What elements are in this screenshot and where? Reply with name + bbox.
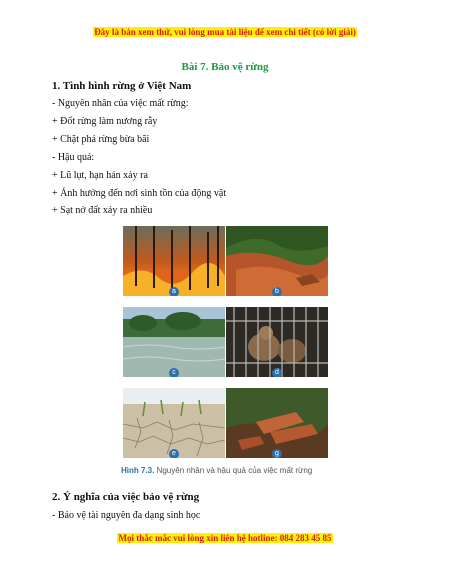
photo-forest-fire (123, 226, 225, 296)
section-2-heading: 2. Ý nghĩa của việc bảo vệ rừng (52, 491, 200, 503)
photo-label: c (169, 368, 179, 377)
figure-caption-label: Hình 7.3. (121, 466, 155, 475)
figure-caption (121, 466, 312, 475)
photo-label: e (169, 449, 179, 458)
figure-caption-text: Nguyên nhân và hậu quả của việc mất rừng (156, 466, 313, 475)
preview-notice-banner (0, 27, 450, 37)
photo-label: b (272, 287, 282, 296)
section-1-line: + Ảnh hưởng đến nơi sinh tồn của động vật (52, 188, 227, 199)
hotline-banner (0, 533, 450, 543)
photo-label: d (272, 368, 282, 377)
section-1-line: - Nguyên nhân của việc mất rừng: (52, 98, 189, 109)
photo-landslide (226, 226, 328, 296)
photo-drought (123, 388, 225, 458)
section-1-line: + Sạt nở đất xảy ra nhiều (52, 205, 153, 216)
photo-caged-animals (226, 307, 328, 377)
lesson-title: Bài 7. Bảo vệ rừng (181, 61, 269, 73)
section-2-line: - Bảo vệ tài nguyên đa dạng sinh học (52, 510, 201, 521)
section-1-line: - Hậu quả: (52, 152, 95, 163)
section-1-line: + Đốt rừng làm nương rẫy (52, 116, 158, 127)
section-1-line: + Lũ lụt, hạn hán xảy ra (52, 170, 148, 181)
preview-notice-text: Đây là bản xem thử, vui lòng mua tài liệu để xem chi tiết (có lời giải) (94, 27, 356, 37)
photo-logged-wood (226, 388, 328, 458)
photo-label: g (272, 449, 282, 458)
section-1-heading: 1. Tình hình rừng ở Việt Nam (52, 80, 192, 92)
photo-label: a (169, 287, 179, 296)
photo-flood (123, 307, 225, 377)
section-1-line: + Chặt phá rừng bừa bãi (52, 134, 150, 145)
hotline-text: Mọi thắc mắc vui lòng xin liên hệ hotline: 084 283 45 85 (118, 533, 332, 543)
